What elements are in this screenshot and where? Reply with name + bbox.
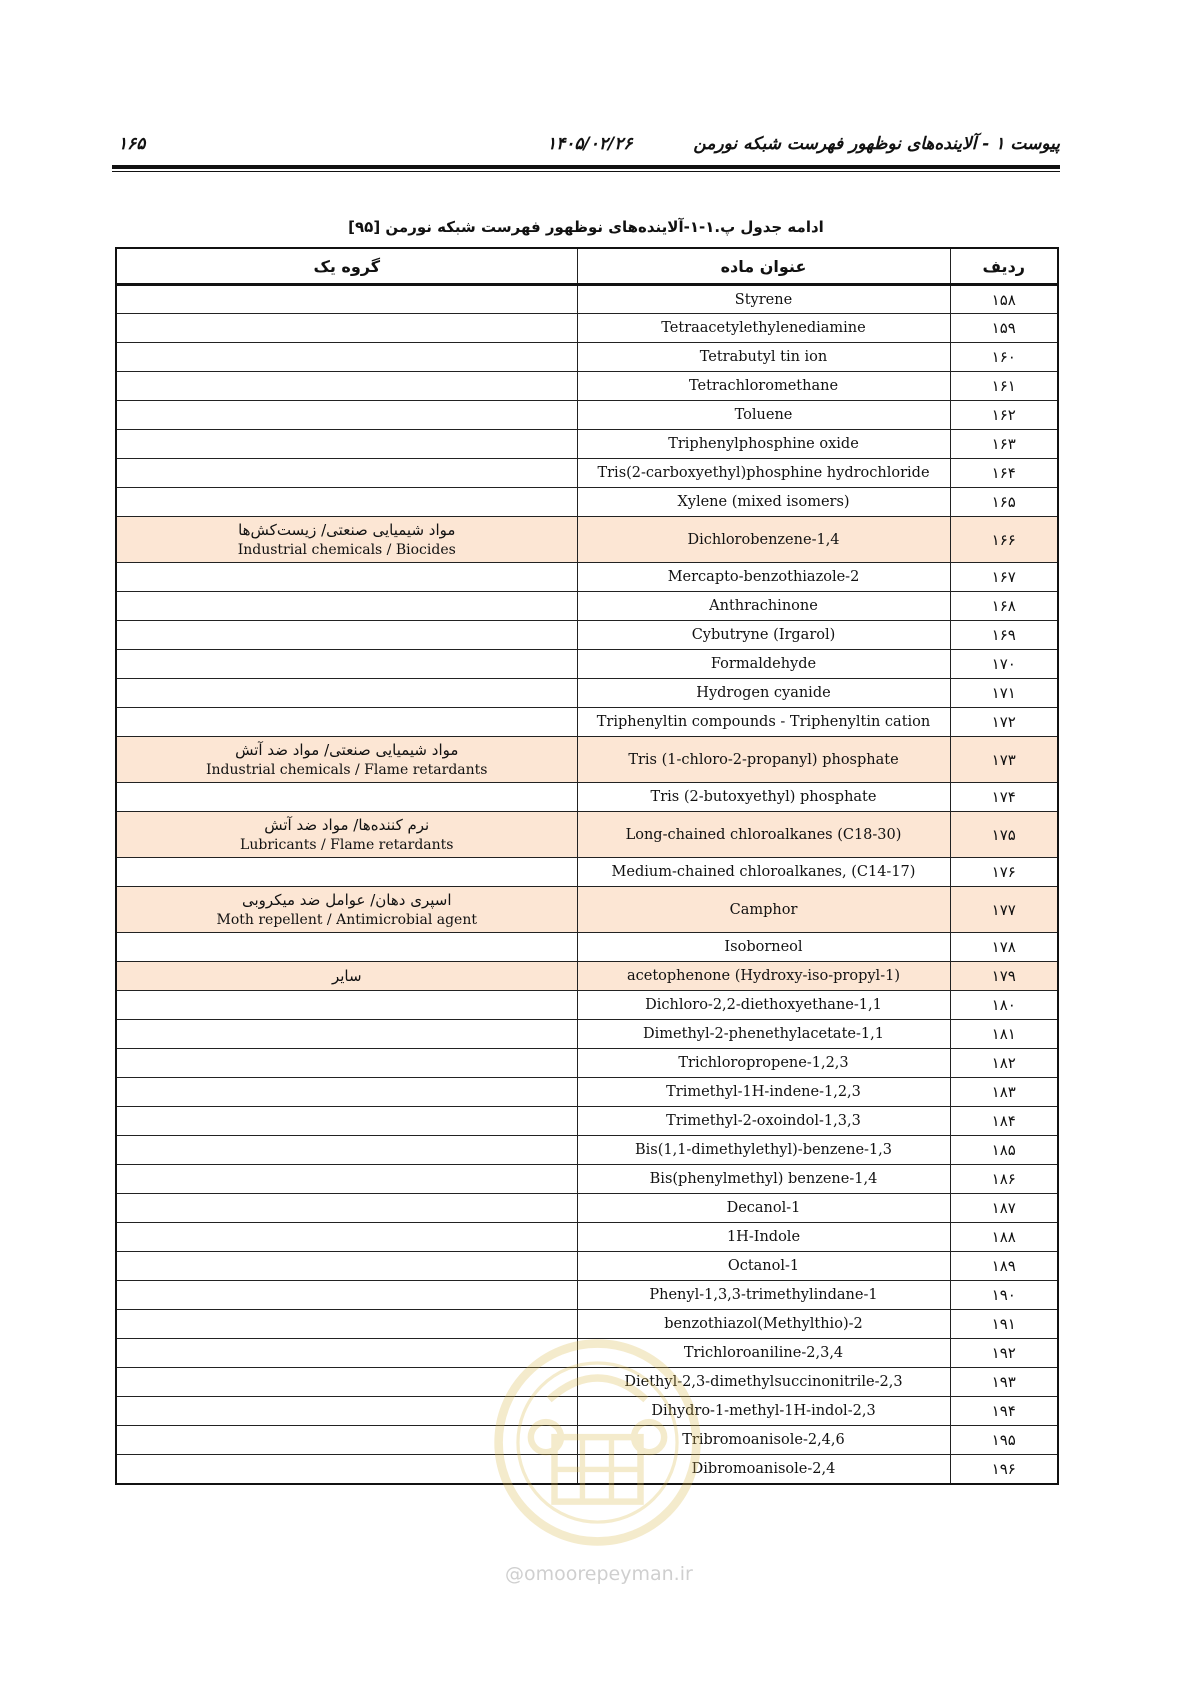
substance-name: 1,3,3-Trimethyl-2-oxoindol xyxy=(577,1107,950,1136)
substance-name: 1,4-Bis(phenylmethyl) benzene xyxy=(577,1165,950,1194)
row-number: ۱۸۸ xyxy=(950,1223,1058,1252)
substance-name: 1,1-Dichloro-2,2-diethoxyethane xyxy=(577,991,950,1020)
row-number: ۱۹۳ xyxy=(950,1368,1058,1397)
row-number: ۱۷۸ xyxy=(950,933,1058,962)
substance-name: Long-chained chloroalkanes (C18-30) xyxy=(577,812,950,858)
table-row xyxy=(116,650,1058,679)
group-cell xyxy=(116,1426,577,1455)
substance-name: 1,3-Bis(1,1-dimethylethyl)-benzene xyxy=(577,1136,950,1165)
group-cell xyxy=(116,1455,577,1484)
substance-name: 1-Octanol xyxy=(577,1252,950,1281)
group-cell xyxy=(116,679,577,708)
table-row xyxy=(116,1107,1058,1136)
substance-name: Toluene xyxy=(577,401,950,430)
group-cell xyxy=(116,783,577,812)
table-row xyxy=(116,1455,1058,1484)
group-cell xyxy=(116,650,577,679)
group-cell xyxy=(116,563,577,592)
header-group: گروه یک xyxy=(116,248,577,285)
group-cell xyxy=(116,1223,577,1252)
substance-name: 2,3,4-Trichloroaniline xyxy=(577,1339,950,1368)
row-number: ۱۸۲ xyxy=(950,1049,1058,1078)
row-number: ۱۶۰ xyxy=(950,343,1058,372)
group-cell xyxy=(116,1281,577,1310)
row-number: ۱۹۰ xyxy=(950,1281,1058,1310)
table-caption: ادامه جدول پ.۱-۱-آلاینده‌های نوظهور فهرست شبکه نورمن [۹۵] xyxy=(348,218,824,236)
table-row xyxy=(116,1252,1058,1281)
group-cell xyxy=(116,1165,577,1194)
table-row xyxy=(116,1426,1058,1455)
table-row xyxy=(116,1368,1058,1397)
substance-name: 2,4-Dibromoanisole xyxy=(577,1455,950,1484)
table-row xyxy=(116,887,1058,933)
substance-name: Triphenylphosphine oxide xyxy=(577,430,950,459)
table-row xyxy=(116,1078,1058,1107)
substance-name: 1,4-Dichlorobenzene xyxy=(577,517,950,563)
page-header xyxy=(112,128,1060,160)
table-row xyxy=(116,737,1058,783)
substance-name: 2,3-Dihydro-1-methyl-1H-indol xyxy=(577,1397,950,1426)
row-number: ۱۸۶ xyxy=(950,1165,1058,1194)
group-cell xyxy=(116,858,577,887)
header-rule-thick xyxy=(112,165,1060,169)
substance-name: 2,4,6-Tribromoanisole xyxy=(577,1426,950,1455)
table-row xyxy=(116,1310,1058,1339)
group-cell xyxy=(116,1136,577,1165)
group-label-fa: نرم کننده‌ها/ مواد ضد آتش xyxy=(264,815,430,834)
row-number: ۱۷۲ xyxy=(950,708,1058,737)
header-date: ۱۴۰۵/۰۲/۲۶ xyxy=(547,134,633,154)
table-row xyxy=(116,401,1058,430)
table-row xyxy=(116,933,1058,962)
table-row xyxy=(116,991,1058,1020)
substance-name: Triphenyltin compounds - Triphenyltin cation xyxy=(577,708,950,737)
substance-name: Cybutryne (Irgarol) xyxy=(577,621,950,650)
group-cell xyxy=(116,1339,577,1368)
group-cell xyxy=(116,887,577,933)
group-cell xyxy=(116,1310,577,1339)
substance-name: 2,3-Diethyl-2,3-dimethylsuccinonitrile xyxy=(577,1368,950,1397)
row-number: ۱۸۱ xyxy=(950,1020,1058,1049)
pollutants-table xyxy=(115,247,1059,1485)
group-cell xyxy=(116,1078,577,1107)
group-label-en: Industrial chemicals / Flame retardants xyxy=(206,761,488,778)
group-cell xyxy=(116,1252,577,1281)
table-row xyxy=(116,1136,1058,1165)
group-label-en: Moth repellent / Antimicrobial agent xyxy=(216,911,477,928)
substance-name: Tris (2-butoxyethyl) phosphate xyxy=(577,783,950,812)
group-cell xyxy=(116,285,577,314)
table-row xyxy=(116,1020,1058,1049)
row-number: ۱۷۱ xyxy=(950,679,1058,708)
group-label-fa: مواد شیمیایی صنعتی/ مواد ضد آتش xyxy=(235,740,459,759)
group-cell xyxy=(116,812,577,858)
row-number: ۱۸۴ xyxy=(950,1107,1058,1136)
table-row xyxy=(116,1049,1058,1078)
row-number: ۱۸۹ xyxy=(950,1252,1058,1281)
group-cell xyxy=(116,933,577,962)
table-row xyxy=(116,708,1058,737)
table-row xyxy=(116,1165,1058,1194)
row-number: ۱۷۴ xyxy=(950,783,1058,812)
table-row xyxy=(116,343,1058,372)
substance-name: 1,1-Dimethyl-2-phenethylacetate xyxy=(577,1020,950,1049)
substance-name: Formaldehyde xyxy=(577,650,950,679)
group-cell xyxy=(116,1020,577,1049)
row-number: ۱۷۷ xyxy=(950,887,1058,933)
table-row xyxy=(116,592,1058,621)
row-number: ۱۷۹ xyxy=(950,962,1058,991)
row-number: ۱۶۳ xyxy=(950,430,1058,459)
table-row xyxy=(116,372,1058,401)
header-title: پیوست ۱ - آلاینده‌های نوظهور فهرست شبکه نورمن xyxy=(693,134,1060,154)
substance-name: Xylene (mixed isomers) xyxy=(577,488,950,517)
table-row xyxy=(116,1223,1058,1252)
table-row xyxy=(116,962,1058,991)
group-cell xyxy=(116,488,577,517)
group-cell xyxy=(116,1397,577,1426)
substance-name: 1,2,3-Trimethyl-1H-indene xyxy=(577,1078,950,1107)
group-cell xyxy=(116,962,577,991)
group-label-fa: سایر xyxy=(331,967,362,985)
row-number: ۱۶۱ xyxy=(950,372,1058,401)
group-cell xyxy=(116,621,577,650)
substance-name: Medium-chained chloroalkanes, (C14-17) xyxy=(577,858,950,887)
page-number: ۱۶۵ xyxy=(118,134,146,154)
table-row xyxy=(116,1397,1058,1426)
table-row xyxy=(116,314,1058,343)
table-row xyxy=(116,285,1058,314)
group-label-fa: مواد شیمیایی صنعتی/ زیست‌کش‌ها xyxy=(238,520,456,539)
row-number: ۱۹۵ xyxy=(950,1426,1058,1455)
table-row xyxy=(116,621,1058,650)
row-number: ۱۷۵ xyxy=(950,812,1058,858)
row-number: ۱۶۵ xyxy=(950,488,1058,517)
row-number: ۱۹۱ xyxy=(950,1310,1058,1339)
group-label-en: Industrial chemicals / Biocides xyxy=(237,541,456,558)
row-number: ۱۶۶ xyxy=(950,517,1058,563)
table-row xyxy=(116,459,1058,488)
row-number: ۱۸۵ xyxy=(950,1136,1058,1165)
table-row xyxy=(116,1194,1058,1223)
table-row xyxy=(116,430,1058,459)
substance-name: Tris (1-chloro-2-propanyl) phosphate xyxy=(577,737,950,783)
table-row xyxy=(116,858,1058,887)
group-cell xyxy=(116,1368,577,1397)
group-label-en: Lubricants / Flame retardants xyxy=(240,836,454,853)
table-row xyxy=(116,1339,1058,1368)
row-number: ۱۸۰ xyxy=(950,991,1058,1020)
row-number: ۱۸۳ xyxy=(950,1078,1058,1107)
group-cell xyxy=(116,737,577,783)
row-number: ۱۶۴ xyxy=(950,459,1058,488)
group-label-fa: اسپری دهان/ عوامل ضد میکروبی xyxy=(242,890,452,909)
group-cell xyxy=(116,1107,577,1136)
row-number: ۱۵۹ xyxy=(950,314,1058,343)
row-number: ۱۷۳ xyxy=(950,737,1058,783)
table-row xyxy=(116,488,1058,517)
table-header-row xyxy=(116,248,1058,285)
substance-name: Styrene xyxy=(577,285,950,314)
substance-name: Tetraacetylethylenediamine xyxy=(577,314,950,343)
table-row xyxy=(116,783,1058,812)
table-row xyxy=(116,679,1058,708)
substance-name: 2-(Methylthio)benzothiazol xyxy=(577,1310,950,1339)
group-cell xyxy=(116,401,577,430)
group-cell xyxy=(116,1049,577,1078)
substance-name: Anthrachinone xyxy=(577,592,950,621)
group-cell xyxy=(116,708,577,737)
row-number: ۱۹۲ xyxy=(950,1339,1058,1368)
group-cell xyxy=(116,592,577,621)
substance-name: 1,2,3-Trichloropropene xyxy=(577,1049,950,1078)
substance-name: Tetrabutyl tin ion xyxy=(577,343,950,372)
substance-name: 1-Decanol xyxy=(577,1194,950,1223)
group-cell xyxy=(116,343,577,372)
table-body xyxy=(116,285,1058,1484)
row-number: ۱۶۷ xyxy=(950,563,1058,592)
row-number: ۱۵۸ xyxy=(950,285,1058,314)
header-row-number: ردیف xyxy=(950,248,1058,285)
group-cell xyxy=(116,459,577,488)
group-cell xyxy=(116,991,577,1020)
table-row xyxy=(116,517,1058,563)
row-number: ۱۷۰ xyxy=(950,650,1058,679)
row-number: ۱۶۸ xyxy=(950,592,1058,621)
substance-name: Tris(2-carboxyethyl)phosphine hydrochloride xyxy=(577,459,950,488)
table-row xyxy=(116,1281,1058,1310)
header-substance-name: عنوان ماده xyxy=(577,248,950,285)
group-cell xyxy=(116,1194,577,1223)
substance-name: (1-Hydroxy-iso-propyl) acetophenone xyxy=(577,962,950,991)
substance-name: 1H-Indole xyxy=(577,1223,950,1252)
table-row xyxy=(116,812,1058,858)
row-number: ۱۷۶ xyxy=(950,858,1058,887)
row-number: ۱۹۴ xyxy=(950,1397,1058,1426)
row-number: ۱۸۷ xyxy=(950,1194,1058,1223)
substance-name: Tetrachloromethane xyxy=(577,372,950,401)
row-number: ۱۶۹ xyxy=(950,621,1058,650)
substance-name: Hydrogen cyanide xyxy=(577,679,950,708)
group-cell xyxy=(116,372,577,401)
row-number: ۱۹۶ xyxy=(950,1455,1058,1484)
watermark-text: @omoorepeyman.ir xyxy=(505,1563,693,1585)
substance-name: Isoborneol xyxy=(577,933,950,962)
substance-name: Camphor xyxy=(577,887,950,933)
group-cell xyxy=(116,517,577,563)
header-rule-thin xyxy=(112,171,1060,172)
group-cell xyxy=(116,314,577,343)
substance-name: 1-Phenyl-1,3,3-trimethylindane xyxy=(577,1281,950,1310)
table-row xyxy=(116,563,1058,592)
substance-name: 2-Mercapto-benzothiazole xyxy=(577,563,950,592)
row-number: ۱۶۲ xyxy=(950,401,1058,430)
group-cell xyxy=(116,430,577,459)
